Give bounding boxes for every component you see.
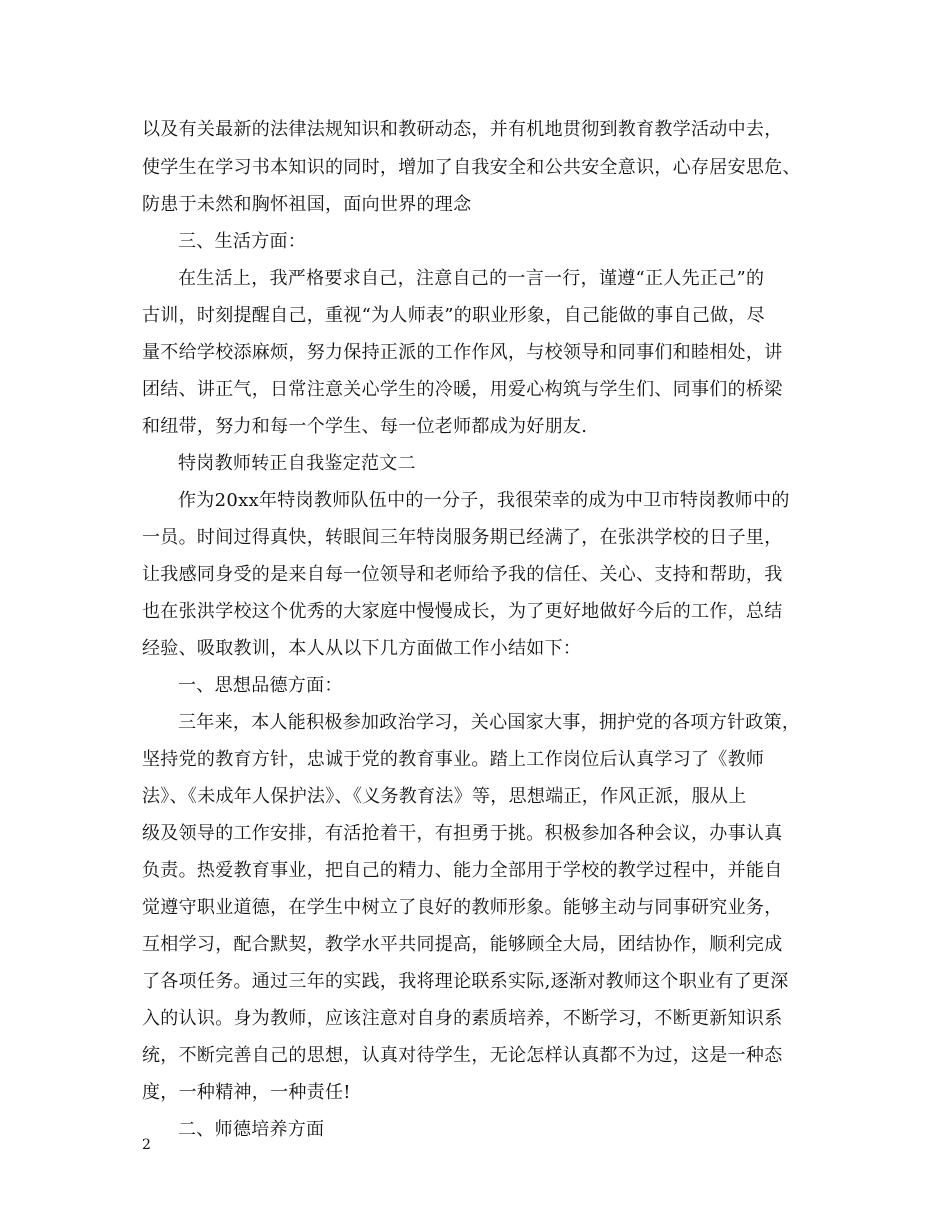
text-line: 度，一种精神，一种责任! xyxy=(142,1082,351,1103)
text-line: 统，不断完善自己的思想，认真对待学生，无论怎样认真都不为过，这是一种态 xyxy=(142,1045,783,1066)
text-line: 法》、《未成年人保护法》、《义务教育法》等，思想端正，作风正派，服从上 xyxy=(142,786,747,807)
text-line: 使学生在学习书本知识的同时，增加了自我安全和公共安全意识，心存居安思危、 xyxy=(142,157,801,178)
text-line: 负责。热爱教育事业，把自己的精力、能力全部用于学校的教学过程中，并能自 xyxy=(142,860,783,881)
text-line: 三年来，本人能积极参加政治学习，关心国家大事，拥护党的各项方针政策， xyxy=(178,712,801,733)
text-line: 让我感同身受的是来自每一位领导和老师给予我的信任、关心、支持和帮助，我 xyxy=(142,564,783,585)
page-number: 2 xyxy=(142,1137,151,1153)
text-line: 量不给学校添麻烦，努力保持正派的工作作风，与校领导和同事们和睦相处，讲 xyxy=(142,342,783,363)
section-heading: 一、思想品德方面： xyxy=(178,675,343,696)
text-line: 团结、讲正气，日常注意关心学生的冷暖，用爱心构筑与学生们、同事们的桥梁 xyxy=(142,379,783,400)
text-line: 防患于未然和胸怀祖国，面向世界的理念 xyxy=(142,194,472,215)
text-line: 也在张洪学校这个优秀的大家庭中慢慢成长，为了更好地做好今后的工作，总结 xyxy=(142,601,783,622)
text-line: 古训，时刻提醒自己，重视“为人师表”的职业形象，自己能做的事自己做，尽 xyxy=(142,305,765,326)
text-line: 了各项任务。通过三年的实践，我将理论联系实际,逐渐对教师这个职业有了更深 xyxy=(142,971,789,992)
document-subtitle: 特岗教师转正自我鉴定范文二 xyxy=(178,453,416,474)
section-heading: 三、生活方面： xyxy=(178,231,307,252)
text-line: 级及领导的工作安排，有活抢着干，有担勇于挑。积极参加各种会议，办事认真 xyxy=(142,823,783,844)
text-line: 入的认识。身为教师，应该注意对自身的素质培养，不断学习，不断更新知识系 xyxy=(142,1008,783,1029)
text-line: 一员。时间过得真快，转眼间三年特岗服务期已经满了，在张洪学校的日子里， xyxy=(142,527,783,548)
text-line: 坚持党的教育方针，忠诚于党的教育事业。踏上工作岗位后认真学习了《教师 xyxy=(142,749,765,770)
text-line: 互相学习，配合默契，教学水平共同提高，能够顾全大局，团结协作，顺利完成 xyxy=(142,934,783,955)
text-line: 觉遵守职业道德，在学生中树立了良好的教师形象。能够主动与同事研究业务， xyxy=(142,897,783,918)
section-heading: 二、师德培养方面 xyxy=(178,1119,325,1140)
text-line: 在生活上，我严格要求自己，注意自己的一言一行，谨遵“正人先正己”的 xyxy=(178,268,765,289)
text-line: 作为20xx年特岗教师队伍中的一分子，我很荣幸的成为中卫市特岗教师中的 xyxy=(178,490,790,511)
text-line: 经验、吸取教训，本人从以下几方面做工作小结如下： xyxy=(142,638,582,659)
text-line: 以及有关最新的法律法规知识和教研动态，并有机地贯彻到教育教学活动中去， xyxy=(142,119,783,140)
text-line: 和纽带，努力和每一个学生、每一位老师都成为好朋友. xyxy=(142,416,588,437)
